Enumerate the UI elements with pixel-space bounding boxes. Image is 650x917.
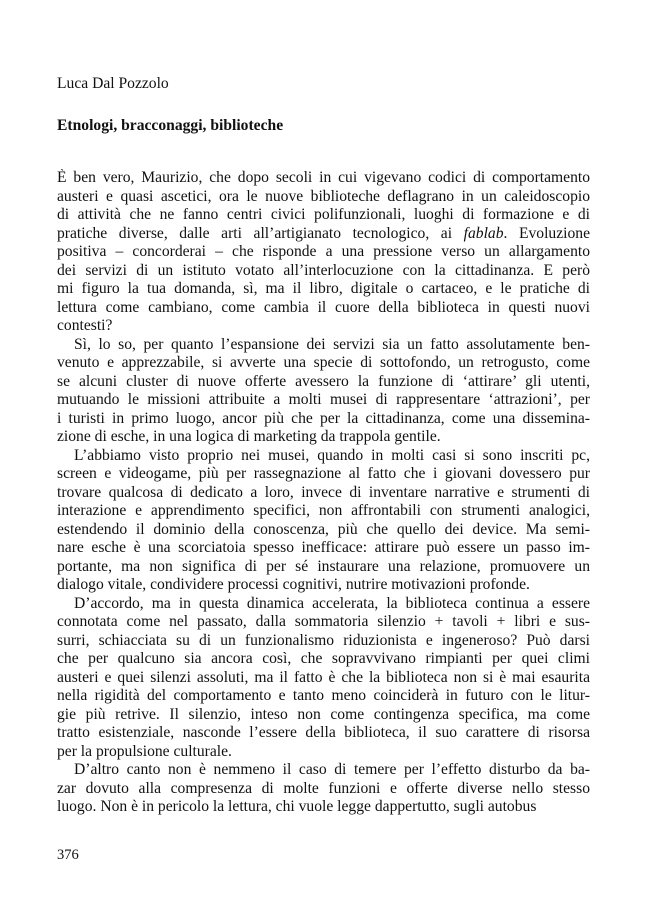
text-line: zione di esche, in una logica di marketing da trappola gentile.: [57, 428, 441, 445]
paragraph: [57, 447, 590, 595]
author-name: Luca Dal Pozzolo: [57, 75, 169, 92]
text-line: È ben vero, Maurizio, che dopo secoli in cui vigevano codici di comportamento: [57, 169, 590, 186]
page-number: 376: [57, 847, 79, 863]
text-line: lettura come cambiano, come cambia il cuore della biblioteca in questi nuovi: [57, 298, 590, 316]
text-line: contesti?: [57, 317, 113, 334]
text-line: che per qualcuno sia ancora così, che sopravvivano rimpianti per quei climi: [57, 650, 590, 667]
text-line: screen e videogame, più per rassegnazione al fatto che i giovani dovessero pur: [57, 465, 590, 482]
text-line: surri, schiacciata su di un funzionalismo riduzionista e ingeneroso? Può darsi: [57, 631, 590, 649]
text-line: di attività che ne fanno centri civici polifunzionali, luoghi di formazione e di: [57, 206, 590, 223]
text-line: nare esche è una scorciatoia spesso inefficace: attirare può essere un passo im-: [57, 539, 590, 556]
text-line: dei servizi di un istituto votato all’interlocuzione con la cittadinanza. E però: [57, 261, 590, 279]
article-body: [57, 169, 590, 817]
text-line: zar dovuto alla compresenza di molte funzioni e offerte diverse nello stesso: [57, 779, 590, 797]
text-line: interazione e apprendimento specifici, non affrontabili con strumenti analogici,: [57, 502, 590, 519]
article-title: Etnologi, bracconaggi, biblioteche: [57, 117, 284, 134]
text-line: trovare qualcosa di dedicato a loro, invece di inventare narrative e strumenti di: [57, 483, 590, 501]
paragraph: [57, 595, 590, 762]
text-line: estendendo il dominio della conoscenza, più che quello dei device. Ma semi-: [57, 520, 590, 538]
text-line: se alcuni cluster di nuove offerte avessero la funzione di ‘attirare’ gli utenti,: [57, 372, 590, 390]
text-line: Sì, lo so, per quanto l’espansione dei servizi sia un fatto assolutamente ben-: [74, 335, 590, 353]
text-line: mutuando le missioni attribuite a molti musei di rappresentare ‘attrazioni’, per: [57, 391, 590, 408]
text-line: gie più retrive. Il silenzio, inteso non come contingenza specifica, ma come: [57, 705, 590, 723]
text-line: venuto e apprezzabile, si avverte una specie di sottofondo, un retrogusto, come: [57, 354, 590, 371]
text-line: D’accordo, ma in questa dinamica accelerata, la biblioteca continua a essere: [74, 594, 590, 612]
text-line: positiva – concorderai – che risponde a una pressione verso un allargamento: [57, 243, 590, 260]
text-line: dialogo vitale, condividere processi cognitivi, nutrire motivazioni profonde.: [57, 576, 530, 593]
text-line: austeri e quasi ascetici, ora le nuove biblioteche deflagrano in un caleidoscopio: [57, 187, 590, 205]
text-line: connotata come nel passato, dalla sommatoria silenzio + tavoli + libri e sus-: [57, 613, 590, 630]
paragraph: [57, 169, 590, 336]
text-line: i turisti in primo luogo, ancor più che per la cittadinanza, come una dissemina-: [57, 409, 590, 427]
text-line: pratiche diverse, dalle arti all’artigianato tecnologico, ai fablab. Evoluzione: [57, 224, 590, 242]
text-line: per la propulsione culturale.: [57, 742, 232, 760]
text-line: D’altro canto non è nemmeno il caso di temere per l’effetto disturbo da ba-: [74, 761, 590, 778]
text-line: luogo. Non è in pericolo la lettura, chi vuole legge dappertutto, sugli autobus: [57, 798, 537, 815]
paragraph: [57, 761, 590, 817]
text-line: austeri e quei silenzi assoluti, ma il fatto è che la biblioteca non si è mai esaurita: [57, 668, 590, 686]
text-line: portante, ma non significa di per sé instaurare una relazione, promuovere un: [57, 557, 590, 575]
text-line: L’abbiamo visto proprio nei musei, quando in molti casi si sono inscriti pc,: [74, 446, 590, 464]
text-line: mi figuro la tua domanda, sì, ma il libro, digitale o cartaceo, e le pratiche di: [57, 280, 590, 297]
text-line: nella rigidità del comportamento e tanto meno coinciderà in futuro con le litur-: [57, 687, 590, 704]
paragraph: [57, 336, 590, 447]
text-line: tratto esistenziale, nasconde l’essere della biblioteca, il suo carattere di risorsa: [57, 724, 590, 741]
